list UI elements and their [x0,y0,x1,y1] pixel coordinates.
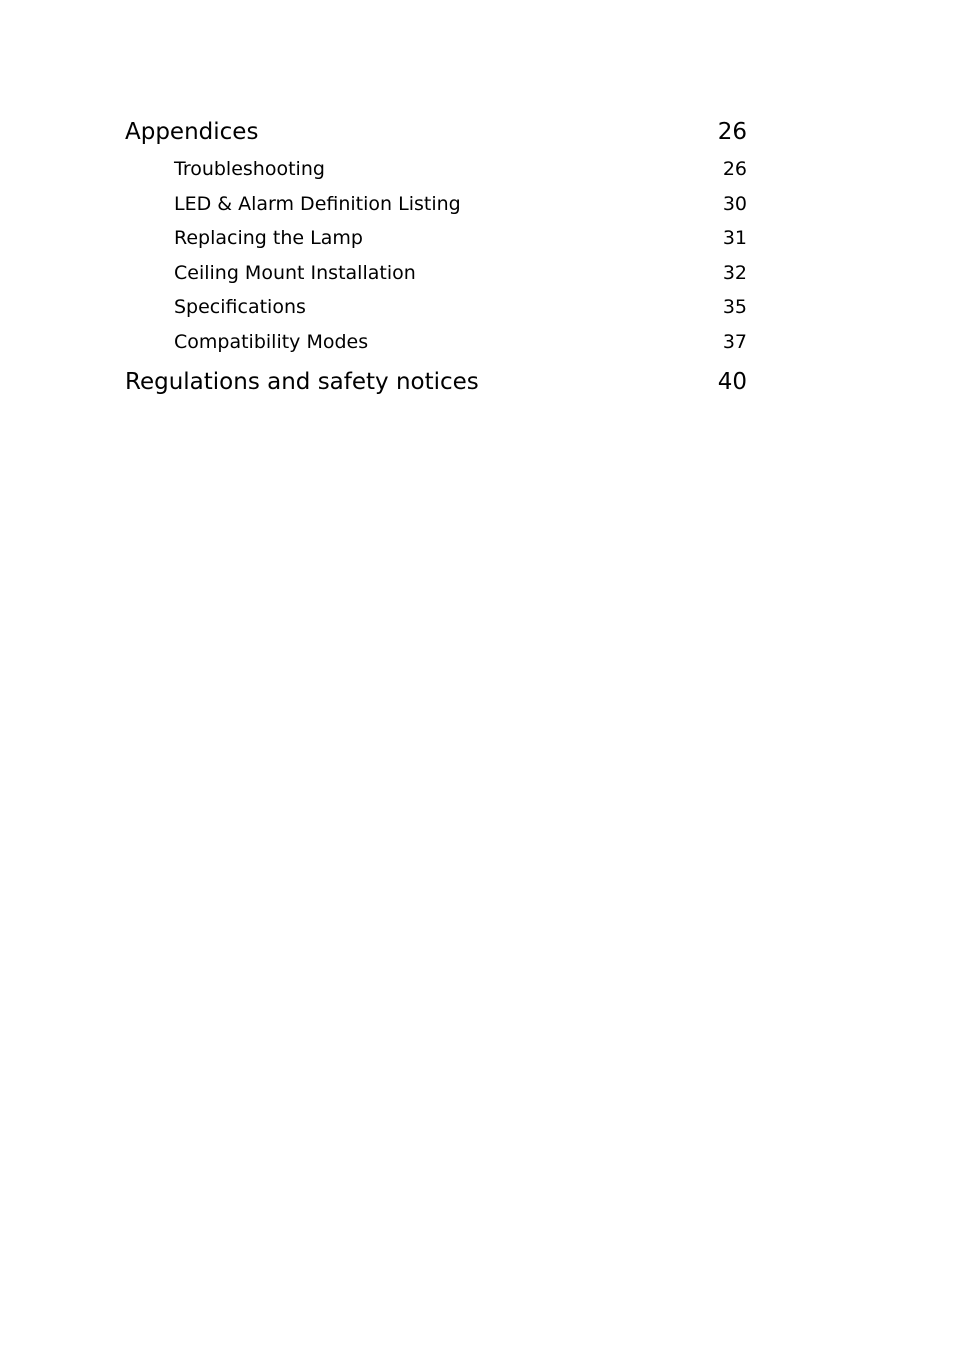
toc-section-troubleshooting [125,152,747,187]
toc-entry-page: 26 [722,158,747,180]
toc-section-replacing-the-lamp [125,221,747,256]
toc-chapter-appendices [125,112,747,152]
toc-entry-page: 40 [717,368,747,395]
toc-entry-title: Regulations and safety notices [125,368,479,395]
toc-chapter-regulations-and-safety-notices [125,362,747,402]
toc-section-led-alarm-definition-listing [125,187,747,222]
toc-entry-title: Compatibility Modes [174,330,369,353]
toc-entry-title: Troubleshooting [174,158,325,180]
toc-entry-page: 37 [722,330,747,353]
toc-entry-page: 32 [722,261,747,284]
toc-entry-page: 30 [722,192,747,215]
toc-entry-page: 35 [722,296,747,319]
toc-entry-title: Replacing the Lamp [174,227,363,250]
toc-entry-title: Ceiling Mount Installation [174,261,416,284]
toc-section-ceiling-mount-installation [125,256,747,291]
toc-section-compatibility-modes [125,325,747,360]
toc-section-specifications [125,290,747,325]
toc-entry-title: Appendices [125,119,259,145]
toc-entry-title: LED & Alarm Definition Listing [174,192,461,215]
toc-entry-page: 26 [717,119,747,145]
table-of-contents [125,112,747,402]
toc-entry-title: Specifications [174,296,306,319]
toc-entry-page: 31 [722,227,747,250]
